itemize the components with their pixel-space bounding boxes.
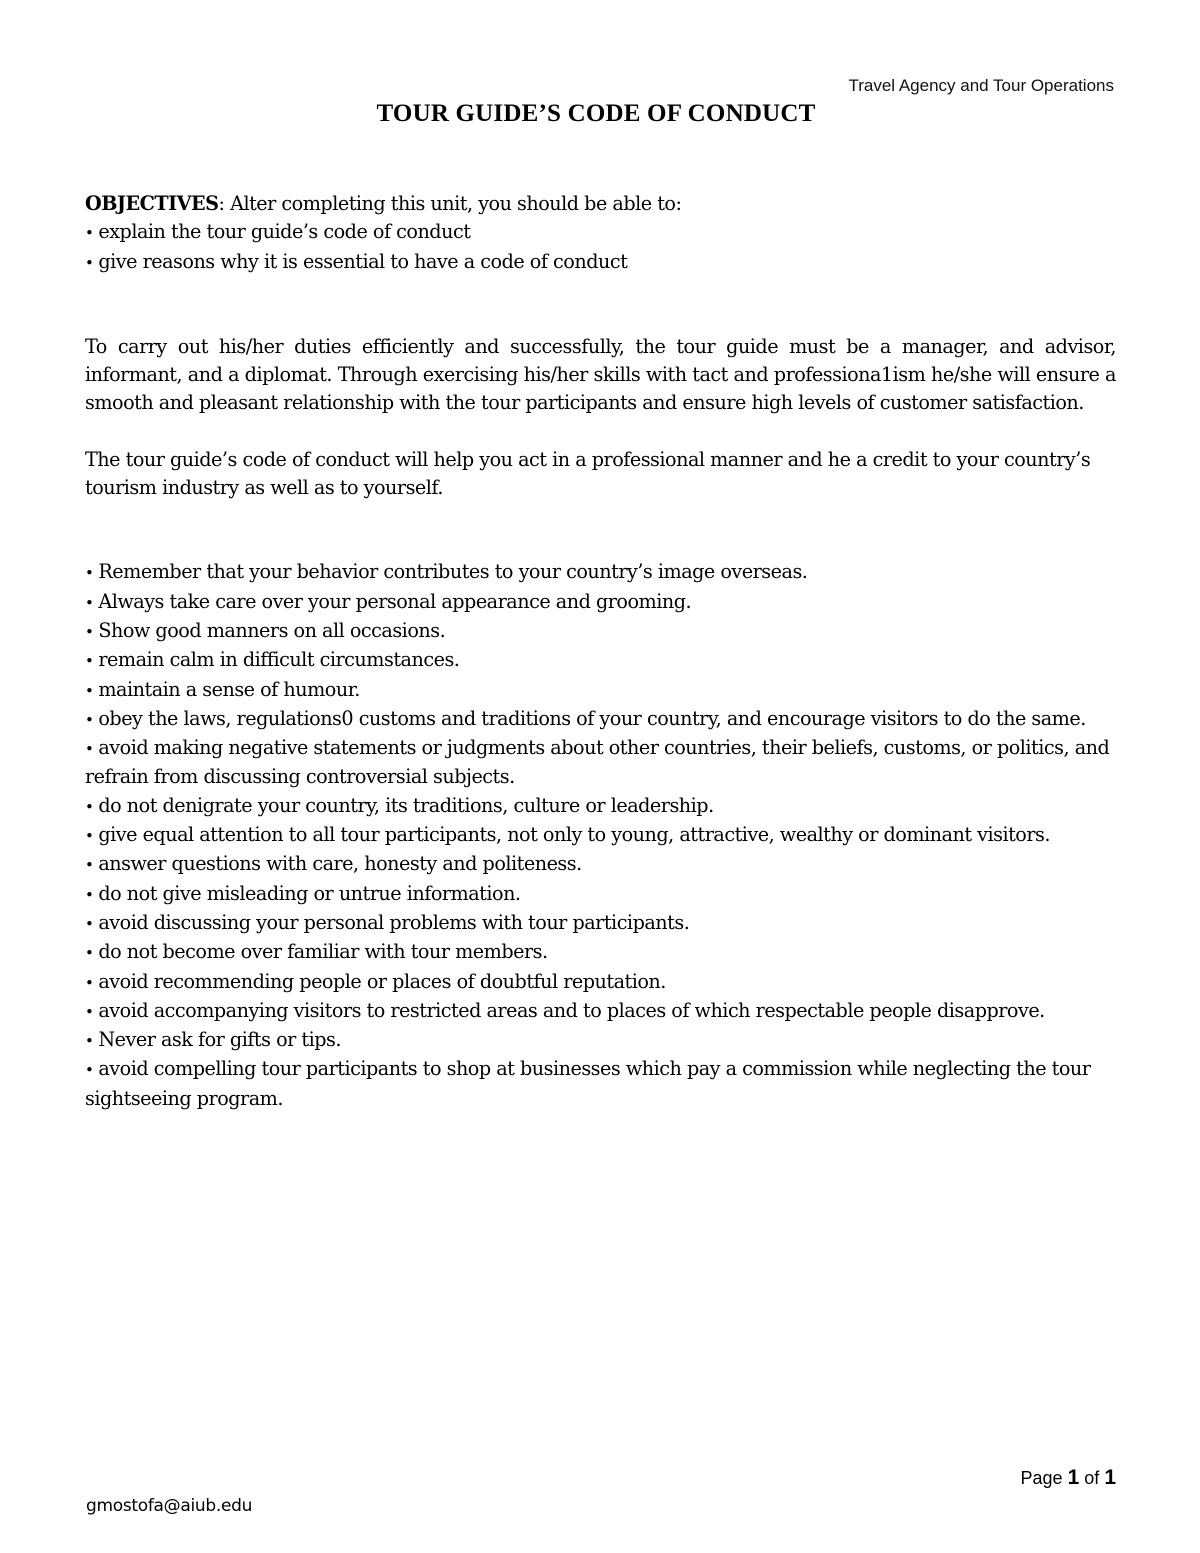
rule-item <box>85 588 1116 617</box>
bullet-icon <box>85 915 93 933</box>
bullet-icon <box>85 652 93 670</box>
rule-item <box>85 1026 1116 1055</box>
rule-item <box>85 850 1116 879</box>
bullet-icon <box>85 594 93 612</box>
rule-item <box>85 821 1116 850</box>
rule-text: avoid discussing your personal problems with tour participants. <box>98 910 690 934</box>
of-label: of <box>1084 1468 1100 1488</box>
bullet-icon <box>85 827 93 845</box>
page-label: Page <box>1020 1468 1063 1488</box>
conduct-rules-list <box>85 558 1116 1113</box>
document-body <box>85 190 1116 1113</box>
rule-text: avoid making negative statements or judgments about other countries, their beliefs, customs, or politics, and refrain from discussing controversial subjects. <box>85 736 1110 789</box>
page-total: 1 <box>1104 1466 1116 1489</box>
rule-text: do not become over familiar with tour members. <box>98 940 548 964</box>
rule-text: avoid compelling tour participants to shop at businesses which pay a commission while neglecting the tour sightseeing program. <box>85 1057 1091 1110</box>
rule-text: maintain a sense of humour. <box>98 677 360 701</box>
header-course-name: Travel Agency and Tour Operations <box>848 76 1114 95</box>
intro-paragraph: To carry out his/her duties efficiently and successfully, the tour guide must be a manager, and advisor, informant, and a diplomat. Through exercising his/her skills with tact and professiona1ism he/she will ensure a smooth and pleasant relationship with the tour participants and ensure high levels of customer satisfaction. <box>85 334 1116 415</box>
bullet-icon <box>85 564 93 582</box>
footer-email: gmostofa@aiub.edu <box>86 1496 253 1516</box>
rule-text: avoid accompanying visitors to restricted areas and to places of which respectable people disapprove. <box>98 998 1045 1022</box>
bullet-icon <box>85 798 93 816</box>
rule-text: Never ask for gifts or tips. <box>98 1028 341 1052</box>
rule-text: avoid recommending people or places of doubtful reputation. <box>98 969 666 993</box>
rule-text: Show good manners on all occasions. <box>98 618 446 642</box>
rule-text: remain calm in difficult circumstances. <box>98 648 460 672</box>
bullet-icon <box>85 682 93 700</box>
objective-item <box>85 218 1116 247</box>
bullet-icon <box>85 1003 93 1021</box>
objective-text: explain the tour guide’s code of conduct <box>98 220 471 244</box>
rule-item <box>85 646 1116 675</box>
bullet-icon <box>85 1061 93 1079</box>
page-indicator <box>1021 1466 1116 1490</box>
page-number: 1 <box>1067 1466 1080 1489</box>
bullet-icon <box>85 974 93 992</box>
bullet-icon <box>85 886 93 904</box>
rule-item <box>85 792 1116 821</box>
bullet-icon <box>85 1032 93 1050</box>
bullet-icon <box>85 856 93 874</box>
rule-item <box>85 997 1116 1026</box>
objectives-heading <box>85 190 1116 218</box>
rule-text: Remember that your behavior contributes to your country’s image overseas. <box>98 560 808 584</box>
rule-item <box>85 617 1116 646</box>
rule-item <box>85 1055 1116 1113</box>
rule-text: Always take care over your personal appearance and grooming. <box>98 589 692 613</box>
objectives-intro: : Alter completing this unit, you should be able to: <box>218 192 682 215</box>
bullet-icon <box>85 224 93 242</box>
rule-item <box>85 558 1116 587</box>
rule-item <box>85 968 1116 997</box>
rule-item <box>85 676 1116 705</box>
objective-text: give reasons why it is essential to have a code of conduct <box>98 249 628 273</box>
bullet-icon <box>85 254 93 272</box>
rule-text: answer questions with care, honesty and politeness. <box>98 852 582 876</box>
rule-item <box>85 880 1116 909</box>
rule-text: obey the laws, regulations0 customs and traditions of your country, and encourage visitors to do the same. <box>98 706 1086 730</box>
page-title: TOUR GUIDE’S CODE OF CONDUCT <box>376 100 816 127</box>
rule-item <box>85 734 1116 792</box>
objectives-label: OBJECTIVES <box>85 192 219 215</box>
rule-text: do not denigrate your country, its traditions, culture or leadership. <box>98 793 714 817</box>
rule-text: give equal attention to all tour participants, not only to young, attractive, wealthy or dominant visitors. <box>98 823 1050 847</box>
code-purpose-paragraph: The tour guide’s code of conduct will help you act in a professional manner and he a credit to your country’s tourism industry as well as to yourself. <box>85 447 1091 500</box>
rule-item <box>85 938 1116 967</box>
bullet-icon <box>85 623 93 641</box>
bullet-icon <box>85 740 93 758</box>
rule-item <box>85 705 1116 734</box>
bullet-icon <box>85 944 93 962</box>
objectives-list <box>85 218 1116 277</box>
objective-item <box>85 248 1116 277</box>
rule-text: do not give misleading or untrue information. <box>98 881 521 905</box>
bullet-icon <box>85 711 93 729</box>
rule-item <box>85 909 1116 938</box>
